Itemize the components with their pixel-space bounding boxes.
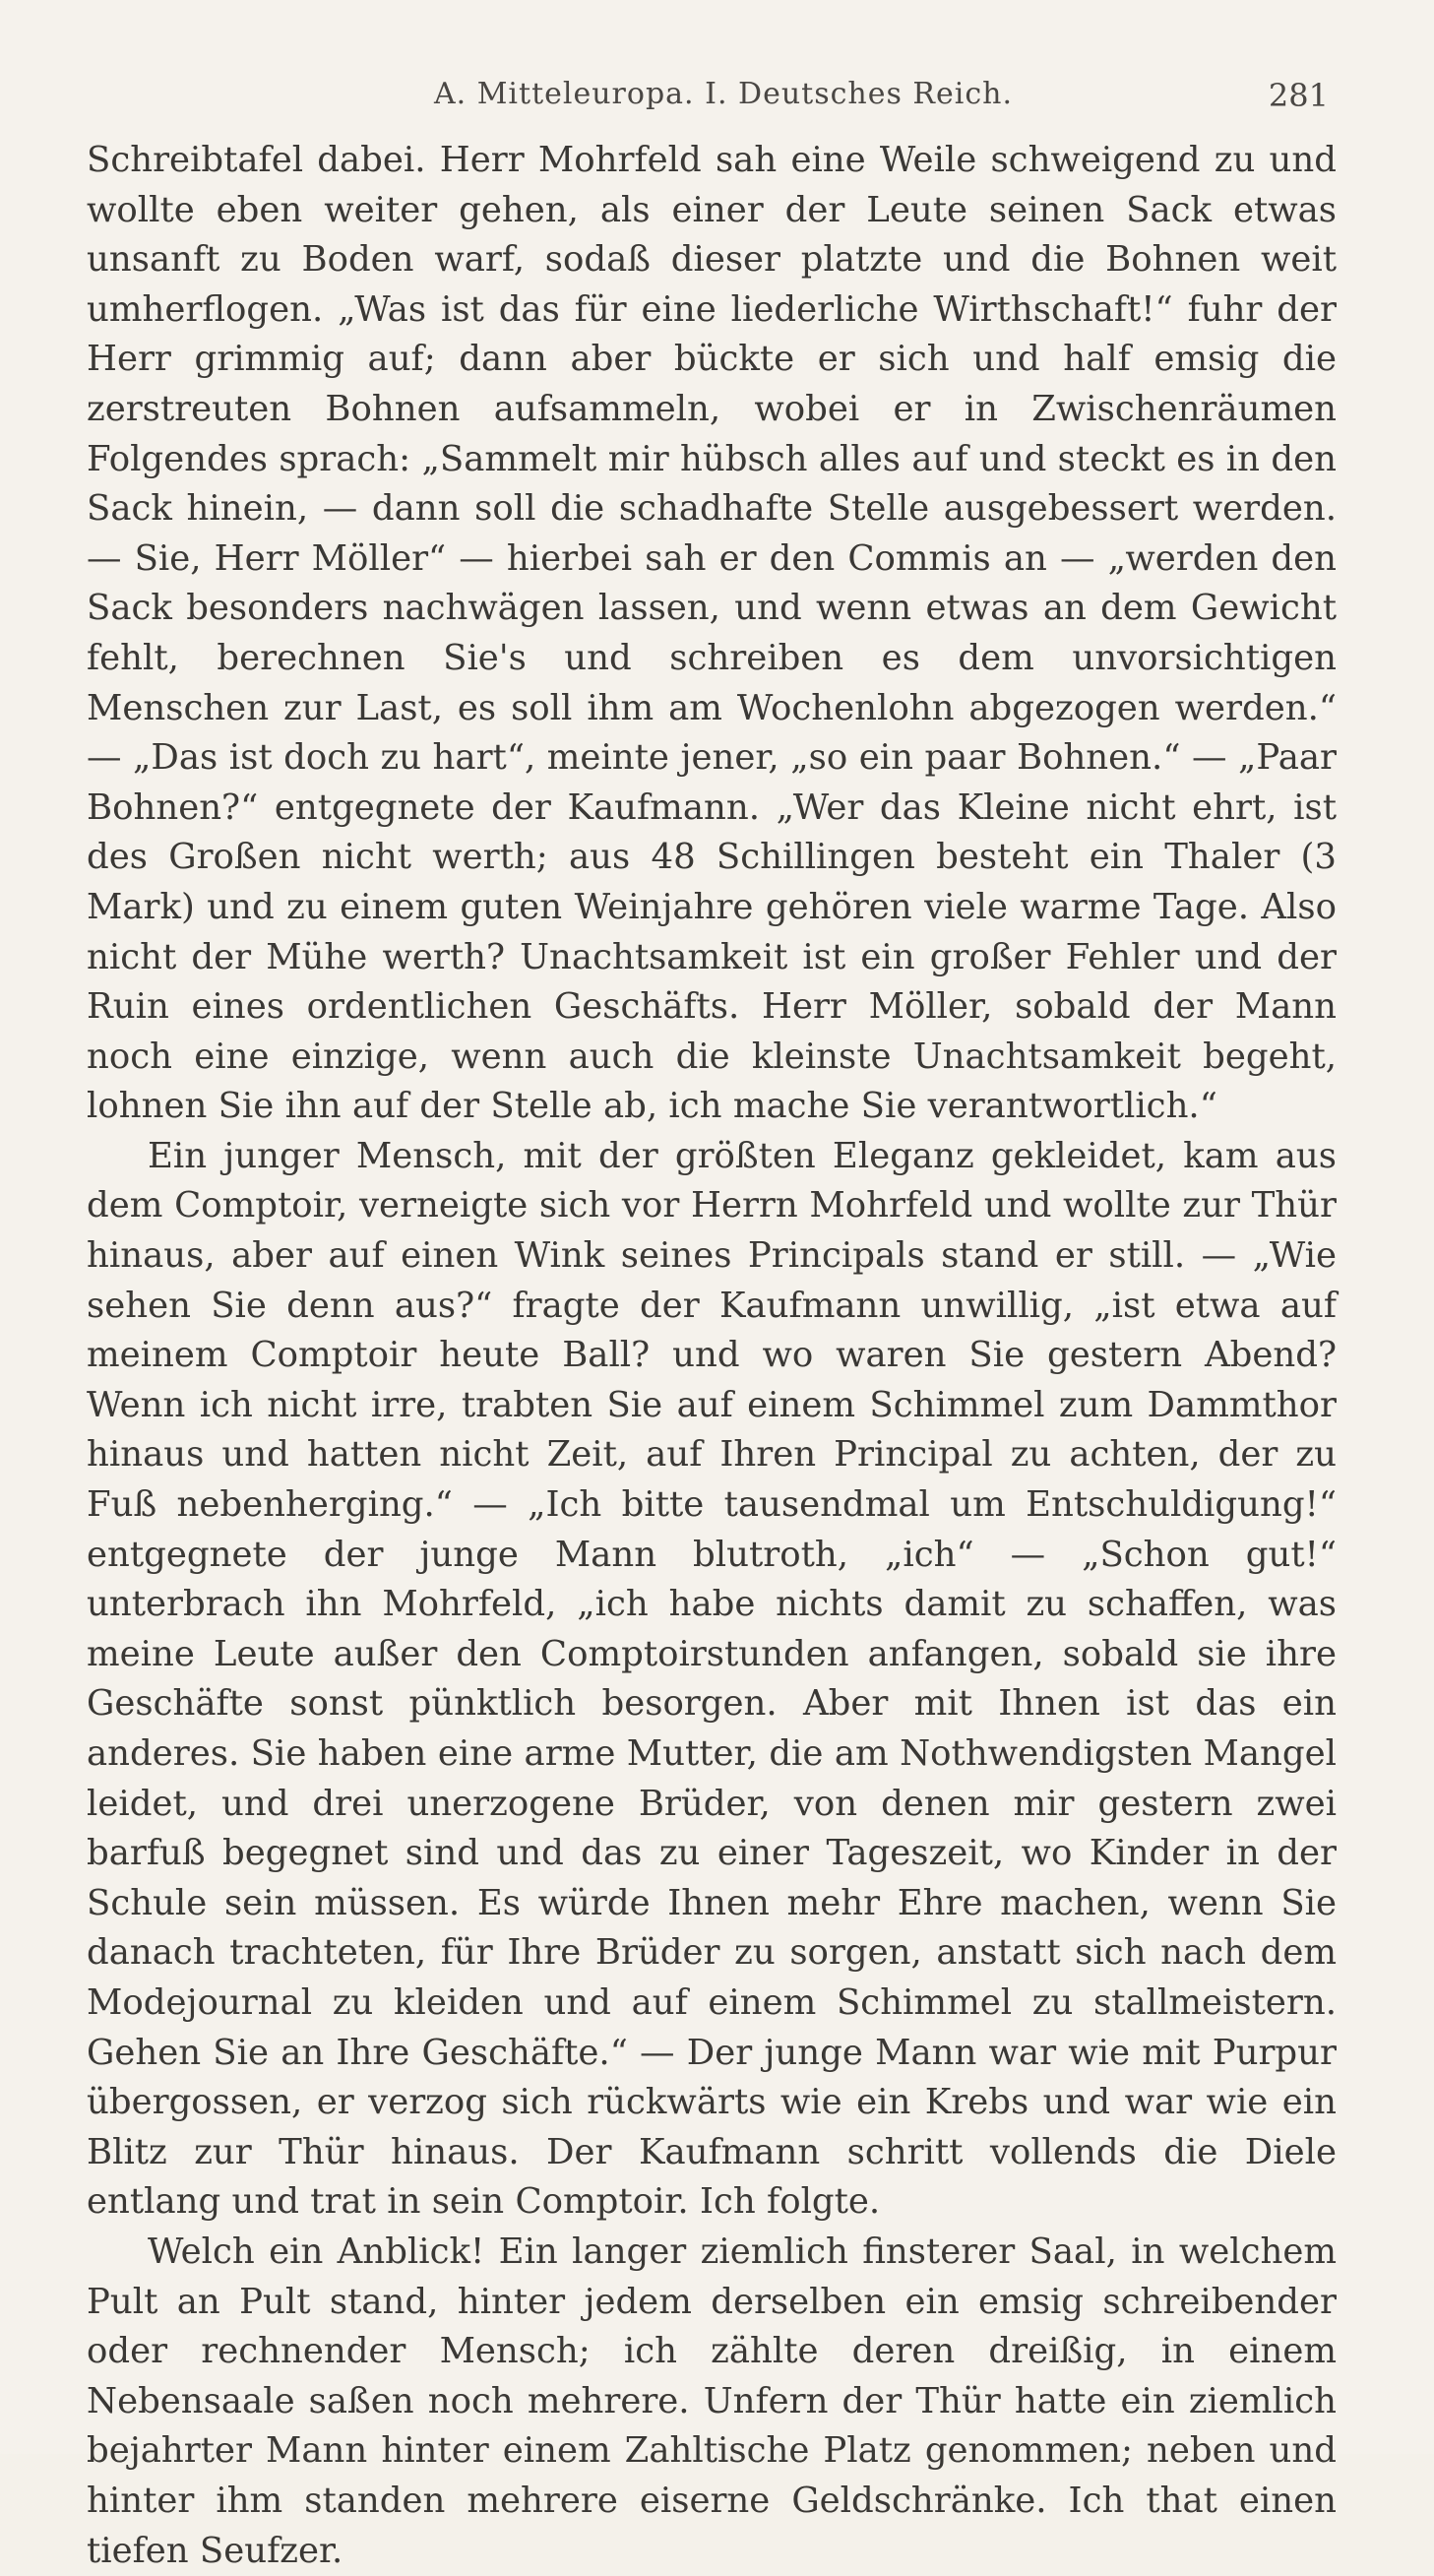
body-text	[87, 136, 1337, 2576]
paragraph: Ein junger Mensch, mit der größten Eleganz gekleidet, kam aus dem Comptoir, verneigte sich vor Herrn Mohrfeld und wollte zur Thür hinaus, aber auf einen Wink seines Principals stand er still. — „Wie sehen Sie denn aus?“ fragte der Kaufmann unwillig, „ist etwa auf meinem Comptoir heute Ball? und wo waren Sie gestern Abend? Wenn ich nicht irre, trabten Sie auf einem Schimmel zum Dammthor hinaus und hatten nicht Zeit, auf Ihren Principal zu achten, der zu Fuß nebenherging.“ — „Ich bitte tausendmal um Entschuldigung!“ entgegnete der junge Mann blutroth, „ich“ — „Schon gut!“ unterbrach ihn Mohrfeld, „ich habe nichts damit zu schaffen, was meine Leute außer den Comptoirstunden anfangen, sobald sie ihre Geschäfte sonst pünktlich besorgen. Aber mit Ihnen ist das ein anderes. Sie haben eine arme Mutter, die am Nothwendigsten Mangel leidet, und drei unerzogene Brüder, von denen mir gestern zwei barfuß begegnet sind und das zu einer Tageszeit, wo Kinder in der Schule sein müssen. Es würde Ihnen mehr Ehre machen, wenn Sie danach trachteten, für Ihre Brüder zu sorgen, anstatt sich nach dem Modejournal zu kleiden und auf einem Schimmel zu stallmeistern. Gehen Sie an Ihre Geschäfte.“ — Der junge Mann war wie mit Purpur übergossen, er verzog sich rückwärts wie ein Krebs und war wie ein Blitz zur Thür hinaus. Der Kaufmann schritt vollends die Diele entlang und trat in sein Comptoir. Ich folgte.	[87, 1135, 1337, 2223]
running-head	[118, 77, 1329, 126]
paragraph: Welch ein Anblick! Ein langer ziemlich finsterer Saal, in welchem Pult an Pult stand, hinter jedem derselben ein emsig schreibender oder rechnender Mensch; ich zählte deren dreißig, in einem Nebensaale saßen noch mehrere. Unfern der Thür hatte ein ziemlich bejahrter Mann hinter einem Zahltische Platz genommen; neben und hinter ihm standen mehrere eiserne Geldschränke. Ich that einen tiefen Seufzer.	[87, 2230, 1337, 2571]
page-number: 281	[1268, 77, 1329, 114]
running-title: A. Mitteleuropa. I. Deutsches Reich.	[433, 77, 1014, 111]
paragraph: Schreibtafel dabei. Herr Mohrfeld sah eine Weile schweigend zu und wollte eben weiter gehen, als einer der Leute seinen Sack etwas unsanft zu Boden warf, sodaß dieser platzte und die Bohnen weit umherflogen. „Was ist das für eine liederliche Wirthschaft!“ fuhr der Herr grimmig auf; dann aber bückte er sich und half emsig die zerstreuten Bohnen aufsammeln, wobei er in Zwischenräumen Folgendes sprach: „Sammelt mir hübsch alles auf und steckt es in den Sack hinein, — dann soll die schadhafte Stelle ausgebessert werden. — Sie, Herr Möller“ — hierbei sah er den Commis an — „werden den Sack besonders nachwägen lassen, und wenn etwas an dem Gewicht fehlt, berechnen Sie's und schreiben es dem unvorsichtigen Menschen zur Last, es soll ihm am Wochenlohn abgezogen werden.“ — „Das ist doch zu hart“, meinte jener, „so ein paar Bohnen.“ — „Paar Bohnen?“ entgegnete der Kaufmann. „Wer das Kleine nicht ehrt, ist des Großen nicht werth; aus 48 Schillingen besteht ein Thaler (3 Mark) und zu einem guten Weinjahre gehören viele warme Tage. Also nicht der Mühe werth? Unachtsamkeit ist ein großer Fehler und der Ruin eines ordentlichen Geschäfts. Herr Möller, sobald der Mann noch eine einzige, wenn auch die kleinste Unachtsamkeit begeht, lohnen Sie ihn auf der Stelle ab, ich mache Sie verantwortlich.“	[87, 140, 1337, 1127]
